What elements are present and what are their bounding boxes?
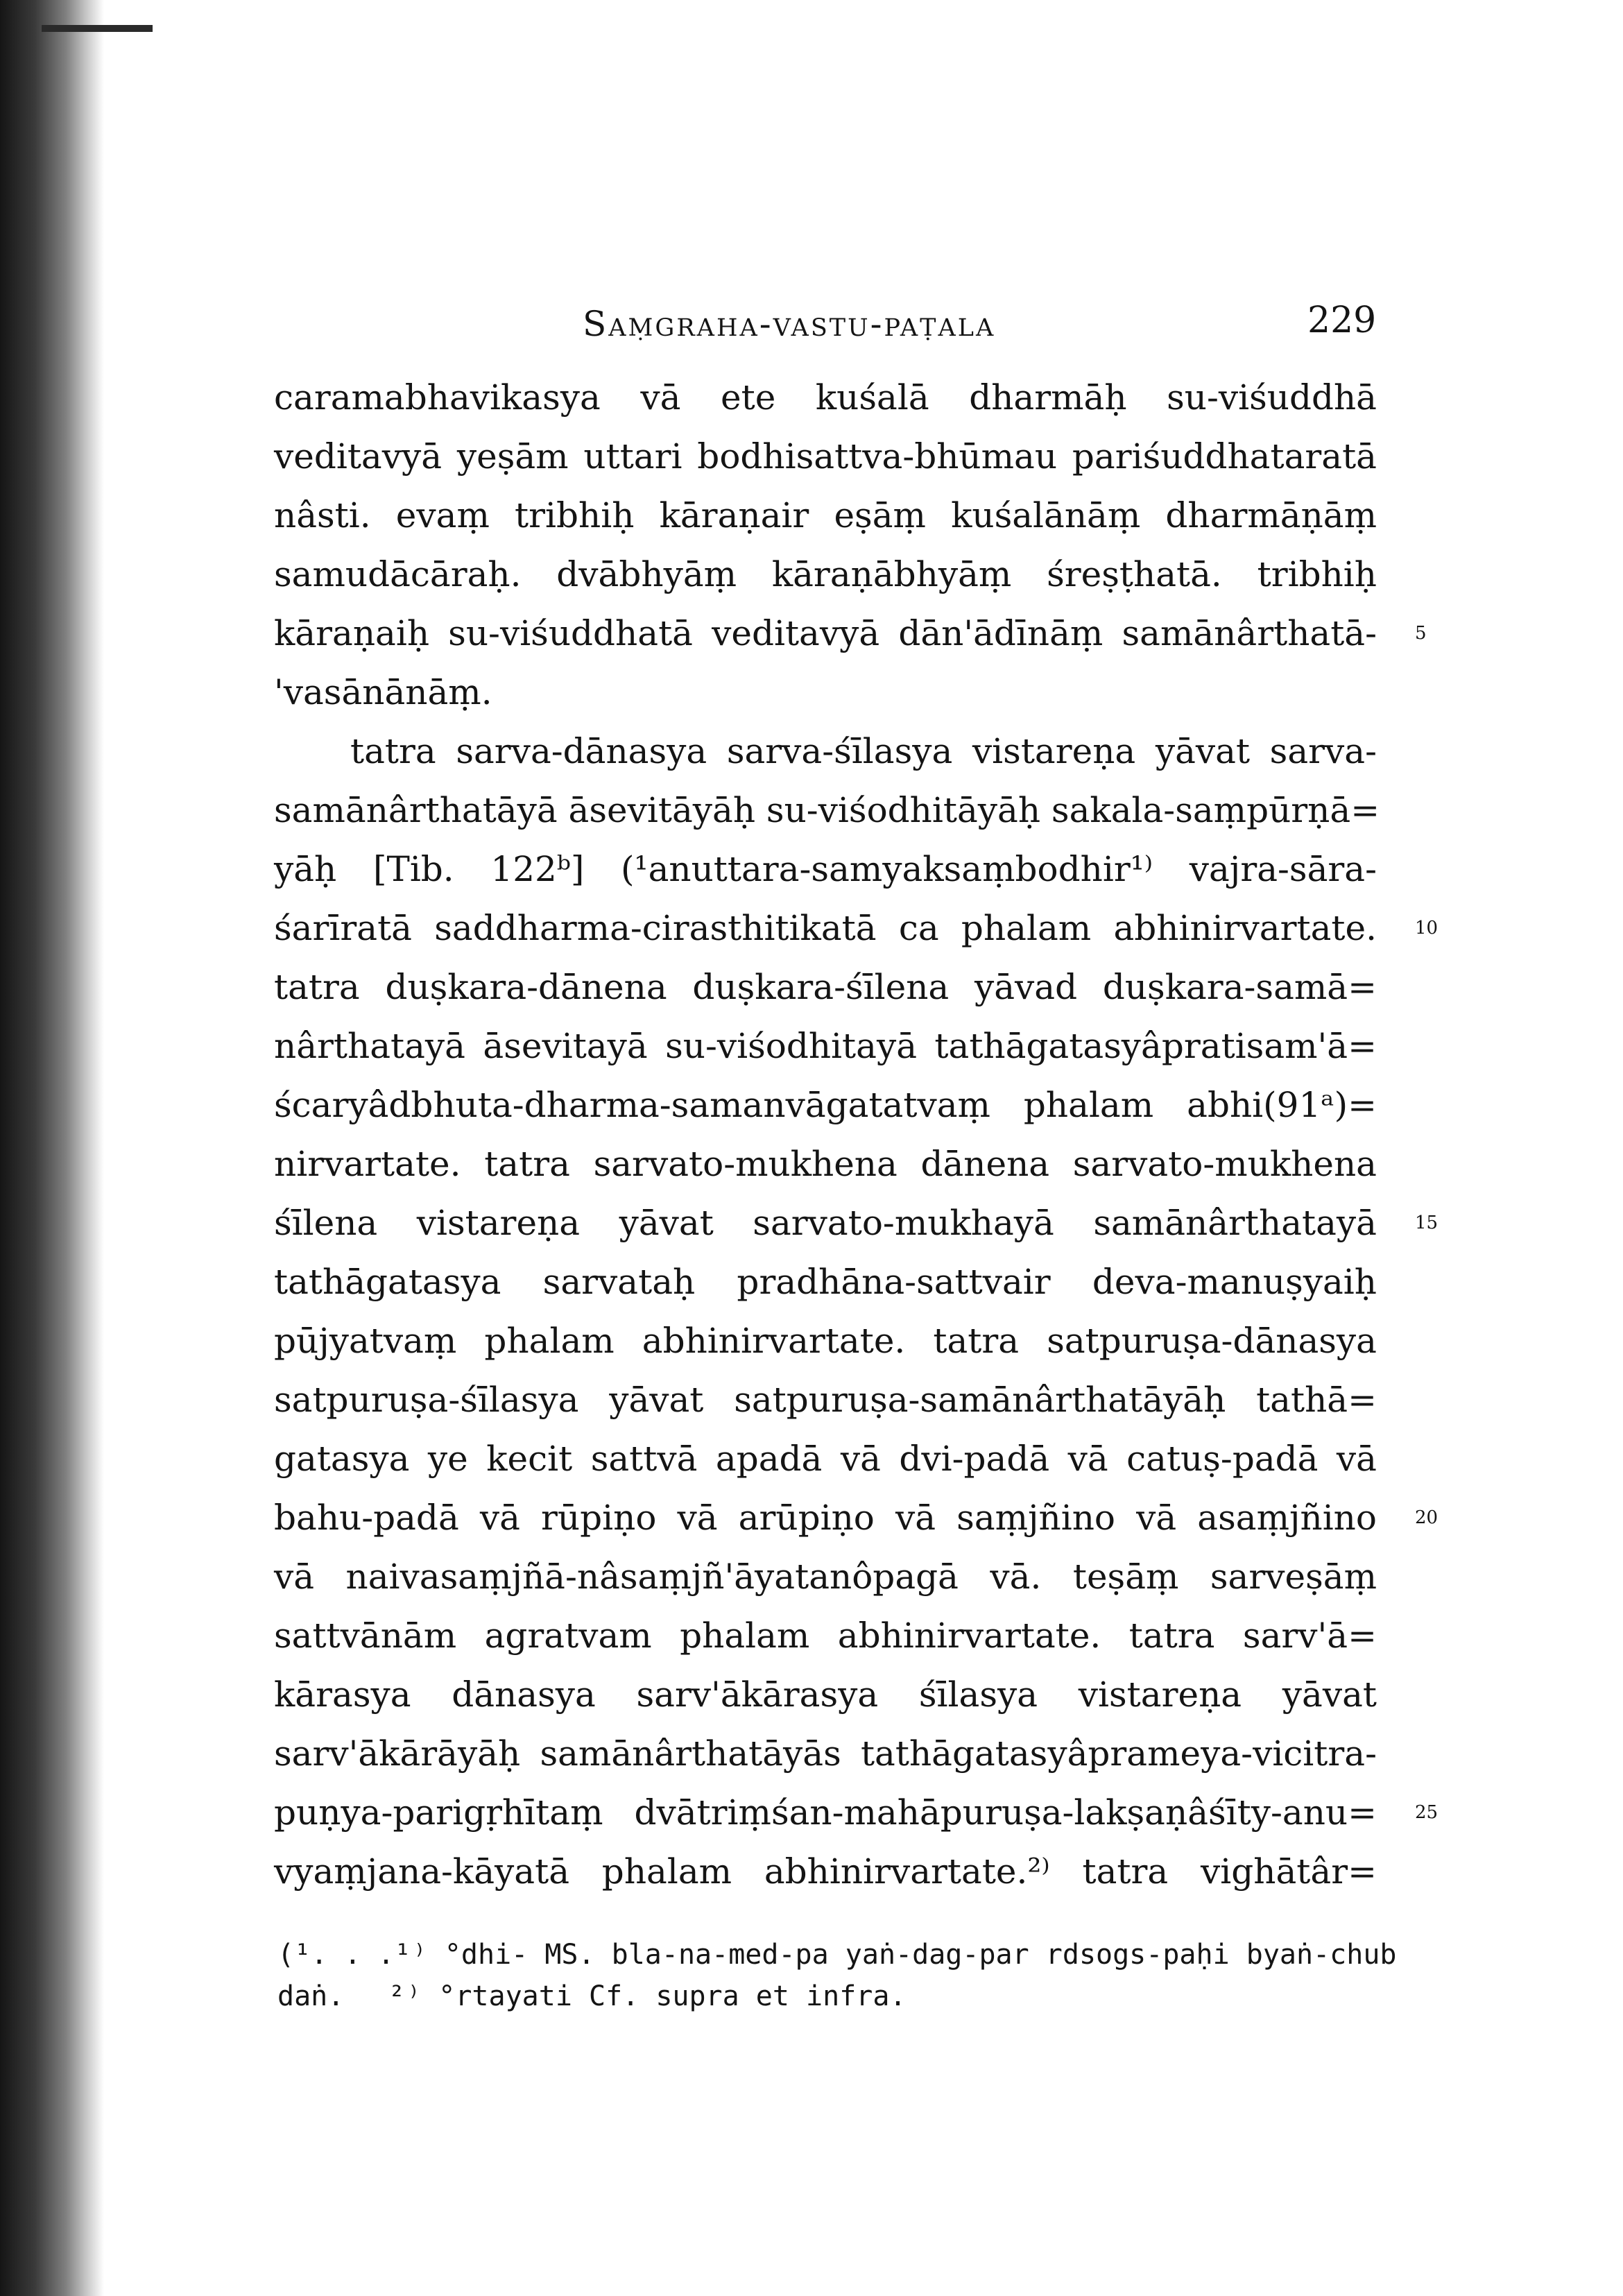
- text-line: sarv'ākārāyāḥ samānârthatāyās tathāgatasyâprameya-vicitra-: [274, 1733, 1377, 1774]
- footnote-line-2a: daṅ.: [277, 1980, 345, 2012]
- line-number-10: 10: [1415, 918, 1439, 939]
- line-number-15: 15: [1415, 1213, 1439, 1233]
- text-line: vyaṃjana-kāyatā phalam abhinirvartate.²⁾ tatra vighātâr=: [274, 1851, 1377, 1892]
- text-line: caramabhavikasya vā ete kuśalā dharmāḥ su-viśuddhā: [274, 377, 1377, 418]
- text-line: nârthatayā āsevitayā su-viśodhitayā tathāgatasyâpratisam'ā=: [274, 1026, 1377, 1066]
- text-line: yāḥ [Tib. 122ᵇ] (¹anuttara-samyaksaṃbodhir¹⁾ vajra-sāra-: [274, 849, 1377, 889]
- text-line: śīlena vistareṇa yāvat sarvato-mukhayā samānârthatayā: [274, 1203, 1377, 1243]
- text-line: pūjyatvaṃ phalam abhinirvartate. tatra satpuruṣa-dānasya: [274, 1321, 1377, 1361]
- text-line: kāraṇaiḥ su-viśuddhatā veditavyā dān'ādīnāṃ samānârthatā-: [274, 613, 1377, 653]
- line-number-20: 20: [1415, 1507, 1439, 1528]
- text-line: tathāgatasya sarvataḥ pradhāna-sattvair deva-manuṣyaiḥ: [274, 1262, 1377, 1302]
- text-line: ścaryâdbhuta-dharma-samanvāgatatvaṃ phalam abhi(91ᵃ)=: [274, 1085, 1377, 1125]
- book-binding-edge: [0, 0, 104, 2296]
- text-line: 'vasānānāṃ.: [274, 672, 492, 712]
- text-line: vā naivasaṃjñā-nâsaṃjñ'āyatanôpagā vā. teṣāṃ sarveṣāṃ: [274, 1557, 1377, 1597]
- line-number-25: 25: [1415, 1802, 1439, 1823]
- text-line: bahu-padā vā rūpiṇo vā arūpiṇo vā saṃjñino vā asaṃjñino: [274, 1498, 1377, 1538]
- text-line: nâsti. evaṃ tribhiḥ kāraṇair eṣāṃ kuśalānāṃ dharmāṇāṃ: [274, 495, 1377, 536]
- text-line: puṇya-parigṛhītaṃ dvātriṃśan-mahāpuruṣa-lakṣaṇâśīty-anu=: [274, 1792, 1377, 1833]
- text-line: tatra sarva-dānasya sarva-śīlasya vistareṇa yāvat sarva-: [350, 731, 1377, 771]
- footnote-line-2b: ²⁾ °rtayati Cf. supra et infra.: [388, 1980, 907, 2012]
- text-line: nirvartate. tatra sarvato-mukhena dānena sarvato-mukhena: [274, 1144, 1377, 1184]
- binding-top-shadow: [42, 25, 153, 32]
- text-line: śarīratā saddharma-cirasthitikatā ca phalam abhinirvartate.: [274, 908, 1377, 948]
- page-number: 229: [1307, 300, 1377, 341]
- text-line: samānârthatāyā āsevitāyāḥ su-viśodhitāyāḥ sakala-saṃpūrṇā=: [274, 790, 1380, 830]
- text-line: kārasya dānasya sarv'ākārasya śīlasya vistareṇa yāvat: [274, 1674, 1377, 1715]
- text-line: gatasya ye kecit sattvā apadā vā dvi-padā vā catuṣ-padā vā: [274, 1439, 1377, 1479]
- text-line: samudācāraḥ. dvābhyāṃ kāraṇābhyāṃ śreṣṭhatā. tribhiḥ: [274, 554, 1377, 594]
- running-title: Saṃgraha-vastu-paṭala: [583, 304, 996, 344]
- footnote-line-1: (¹. . .¹⁾ °dhi- MS. bla-na-med-pa yaṅ-dag-par rdsogs-paḥi byaṅ-chub: [277, 1939, 1397, 1971]
- text-line: veditavyā yeṣām uttari bodhisattva-bhūmau pariśuddhataratā: [274, 436, 1377, 477]
- line-number-5: 5: [1415, 623, 1427, 644]
- text-line: tatra duṣkara-dānena duṣkara-śīlena yāvad duṣkara-samā=: [274, 967, 1377, 1007]
- text-line: satpuruṣa-śīlasya yāvat satpuruṣa-samānârthatāyāḥ tathā=: [274, 1380, 1377, 1420]
- text-line: sattvānām agratvam phalam abhinirvartate. tatra sarv'ā=: [274, 1616, 1377, 1656]
